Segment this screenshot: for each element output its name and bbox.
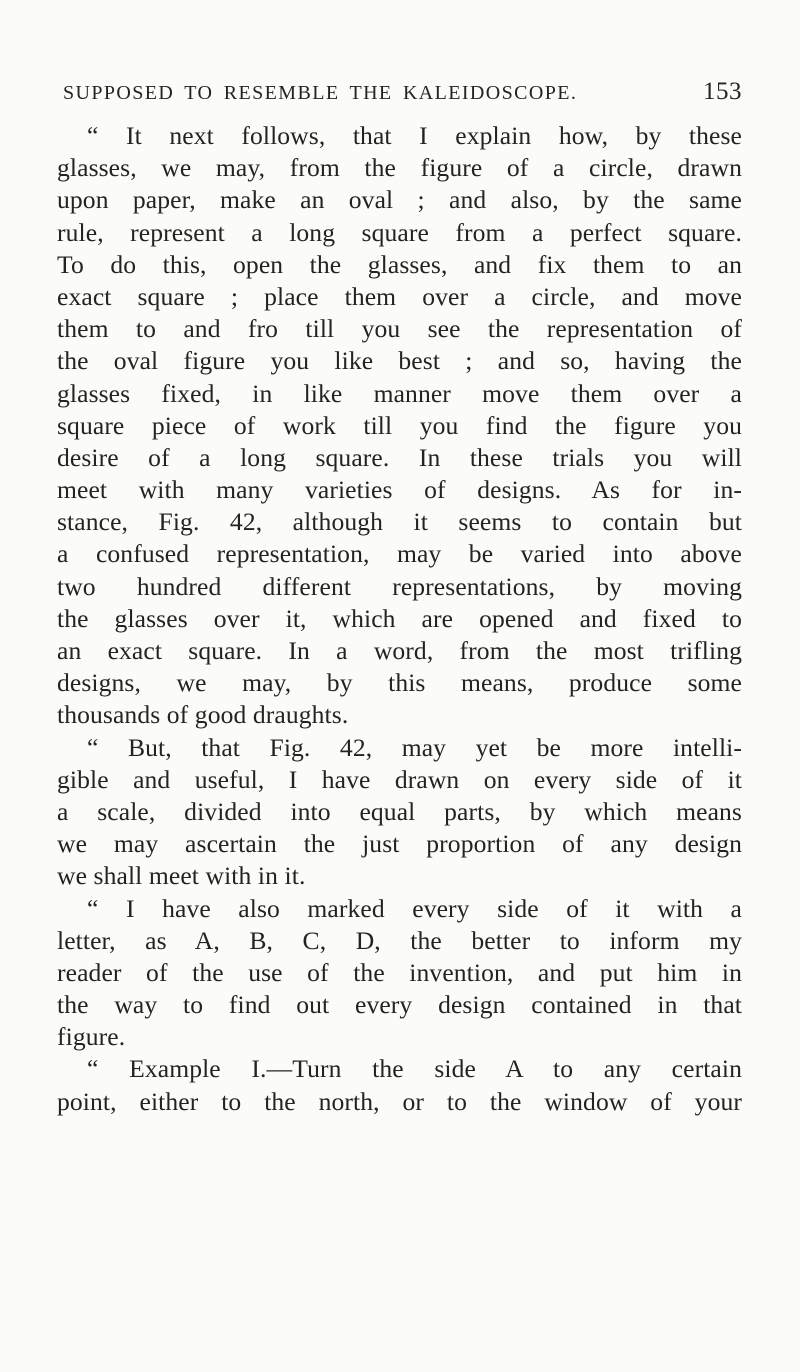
text-line: thousands of good draughts.: [57, 700, 349, 730]
text-line: two hundred different representations, by moving: [57, 571, 742, 601]
text-line: the oval figure you like best ; and so, having the: [57, 346, 742, 376]
running-header: [57, 80, 742, 108]
text-line: desire of a long square. In these trials you will: [57, 442, 742, 472]
text-line: letter, as A, B, C, D, the better to inform my: [57, 925, 742, 955]
text-line: the glasses over it, which are opened and fixed to: [57, 603, 742, 633]
text-line: we shall meet with in it.: [57, 861, 306, 891]
text-line: reader of the use of the invention, and put him in: [57, 957, 742, 987]
text-line: rule, represent a long square from a perfect square.: [57, 217, 742, 247]
text-line: we may ascertain the just proportion of any design: [57, 829, 742, 859]
text-line: To do this, open the glasses, and fix them to an: [57, 249, 742, 279]
text-line: “ Example I.—Turn the side A to any certain: [87, 1054, 742, 1084]
text-line: “ I have also marked every side of it with a: [87, 893, 742, 923]
text-line: upon paper, make an oval ; and also, by the same: [57, 185, 742, 215]
text-line: gible and useful, I have drawn on every side of it: [57, 764, 742, 794]
text-line: them to and fro till you see the representation of: [57, 314, 742, 344]
text-line: designs, we may, by this means, produce some: [57, 668, 742, 698]
text-line: a scale, divided into equal parts, by which means: [57, 796, 742, 826]
text-line: meet with many varieties of designs. As for in-: [57, 475, 742, 505]
text-line: “ But, that Fig. 42, may yet be more intelli-: [87, 732, 742, 762]
body-text: [57, 120, 742, 1118]
text-line: glasses, we may, from the figure of a circle, drawn: [57, 153, 742, 183]
text-line: glasses fixed, in like manner move them over a: [57, 378, 742, 408]
running-title: SUPPOSED TO RESEMBLE THE KALEIDOSCOPE.: [63, 82, 578, 104]
text-line: a confused representation, may be varied into above: [57, 539, 742, 569]
text-line: an exact square. In a word, from the most trifling: [57, 636, 742, 665]
text-line: “ It next follows, that I explain how, by these: [87, 121, 742, 150]
text-line: figure.: [57, 1022, 126, 1052]
text-line: stance, Fig. 42, although it seems to contain but: [57, 507, 742, 537]
text-line: exact square ; place them over a circle, and move: [57, 281, 742, 311]
text-line: the way to find out every design contained in that: [57, 990, 742, 1020]
text-line: point, either to the north, or to the window of your: [57, 1086, 742, 1116]
page-number: 153: [703, 78, 742, 105]
text-line: square piece of work till you find the figure you: [57, 410, 742, 440]
